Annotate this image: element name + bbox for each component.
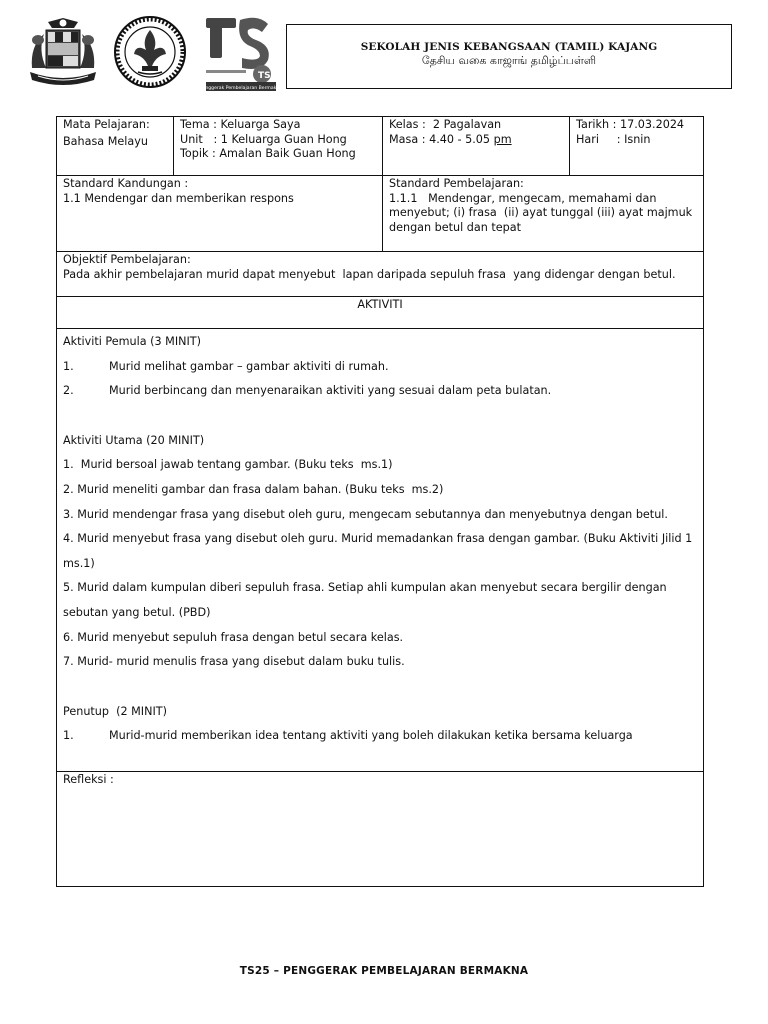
lesson-plan-table bbox=[56, 116, 704, 887]
learning-standard-cell bbox=[383, 176, 704, 252]
main-title: Aktiviti Utama (20 MINIT) bbox=[63, 433, 205, 447]
list-item: 7. Murid- murid menulis frasa yang disebut dalam buku tulis. bbox=[63, 655, 405, 669]
day: Hari : Isnin bbox=[576, 132, 651, 146]
content-standard-value: 1.1 Mendengar dan memberikan respons bbox=[63, 191, 294, 205]
learning-standard-label: Standard Pembelajaran: bbox=[389, 177, 524, 190]
school-name-tamil: தேசிய வகை காஜாங் தமிழ்ப்பள்ளி bbox=[421, 54, 597, 67]
theme-cell bbox=[174, 117, 383, 176]
unit: Unit : 1 Keluarga Guan Hong bbox=[180, 132, 347, 146]
date: Tarikh : 17.03.2024 bbox=[576, 118, 685, 131]
closing-title: Penutup (2 MINIT) bbox=[63, 704, 167, 718]
ts25-logo-caption: Penggerak Pembelajaran Bermakna bbox=[199, 86, 283, 91]
lesson-info-row bbox=[57, 117, 704, 176]
ts25-logo bbox=[199, 12, 284, 94]
reflection-row bbox=[57, 772, 704, 887]
list-item: 4. Murid menyebut frasa yang disebut oleh guru. Murid memadankan frasa dengan gambar. (Buku Aktiviti Jilid 1 ms.1) bbox=[63, 532, 693, 570]
content-standard-cell bbox=[57, 176, 383, 252]
topic: Topik : Amalan Baik Guan Hong bbox=[180, 147, 356, 160]
school-emblem-logo bbox=[108, 14, 192, 90]
footer-text: TS25 – PENGGERAK PEMBELAJARAN BERMAKNA bbox=[239, 965, 529, 977]
time bbox=[389, 133, 563, 148]
objective-value: Pada akhir pembelajaran murid dapat menyebut lapan daripada sepuluh frasa yang didengar dengan betul. bbox=[63, 267, 676, 281]
list-item: 2. Murid meneliti gambar dan frasa dalam bahan. (Buku teks ms.2) bbox=[63, 482, 444, 496]
objective-row bbox=[57, 252, 704, 297]
activity-header-row bbox=[57, 297, 704, 329]
reflection-label: Refleksi : bbox=[57, 772, 704, 887]
school-name: SEKOLAH JENIS KEBANGSAAN (TAMIL) KAJANG bbox=[360, 41, 658, 53]
list-item bbox=[63, 379, 697, 404]
objective-label: Objektif Pembelajaran: bbox=[63, 253, 191, 266]
item-text: Murid berbincang dan menyenaraikan aktiviti yang sesuai dalam peta bulatan. bbox=[109, 384, 552, 398]
standards-row bbox=[57, 176, 704, 252]
theme: Tema : Keluarga Saya bbox=[180, 118, 301, 131]
list-item bbox=[63, 355, 697, 380]
subject-label: Mata Pelajaran: bbox=[63, 118, 150, 131]
class: Kelas : 2 Pagalavan bbox=[389, 118, 502, 131]
class-cell bbox=[383, 117, 570, 176]
activities-cell bbox=[57, 329, 704, 772]
list-item: 5. Murid dalam kumpulan diberi sepuluh frasa. Setiap ahli kumpulan akan menyebut secara bergilir dengan sebutan yang betul. (PBD) bbox=[63, 581, 667, 619]
item-number: 1. bbox=[63, 359, 74, 373]
list-item: 3. Murid mendengar frasa yang disebut oleh guru, mengecam sebutannya dan menyebutnya dengan betul. bbox=[63, 507, 668, 521]
time-suffix: pm bbox=[493, 132, 512, 146]
date-cell bbox=[570, 117, 704, 176]
subject-value: Bahasa Melayu bbox=[63, 134, 148, 148]
coat-of-arms-logo bbox=[28, 16, 98, 88]
opening-title: Aktiviti Pemula (3 MINIT) bbox=[63, 335, 202, 348]
list-item: 6. Murid menyebut sepuluh frasa dengan betul secara kelas. bbox=[63, 630, 404, 644]
activities-row bbox=[57, 329, 704, 772]
list-item bbox=[63, 724, 697, 749]
list-item: 1. Murid bersoal jawab tentang gambar. (Buku teks ms.1) bbox=[63, 458, 393, 472]
item-text: Murid-murid memberikan idea tentang aktiviti yang boleh dilakukan ketika bersama keluarga bbox=[109, 729, 633, 743]
item-text: Murid melihat gambar – gambar aktiviti di rumah. bbox=[109, 359, 389, 373]
time-value: Masa : 4.40 - 5.05 bbox=[389, 132, 494, 146]
objective-cell bbox=[57, 252, 704, 297]
ts25-logo-text: TS25 bbox=[258, 71, 284, 81]
subject-cell bbox=[57, 117, 174, 176]
logo-group bbox=[28, 12, 284, 94]
item-number: 2. bbox=[63, 384, 74, 398]
learning-standard-value: 1.1.1 Mendengar, mengecam, memahami dan menyebut; (i) frasa (ii) ayat tunggal (iii) ayat majmuk dengan betul dan tepat bbox=[389, 191, 696, 234]
content-standard-label: Standard Kandungan : bbox=[63, 177, 189, 190]
activity-header: AKTIVITI bbox=[57, 297, 704, 329]
school-header-box bbox=[286, 24, 732, 89]
item-number: 1. bbox=[63, 729, 74, 743]
